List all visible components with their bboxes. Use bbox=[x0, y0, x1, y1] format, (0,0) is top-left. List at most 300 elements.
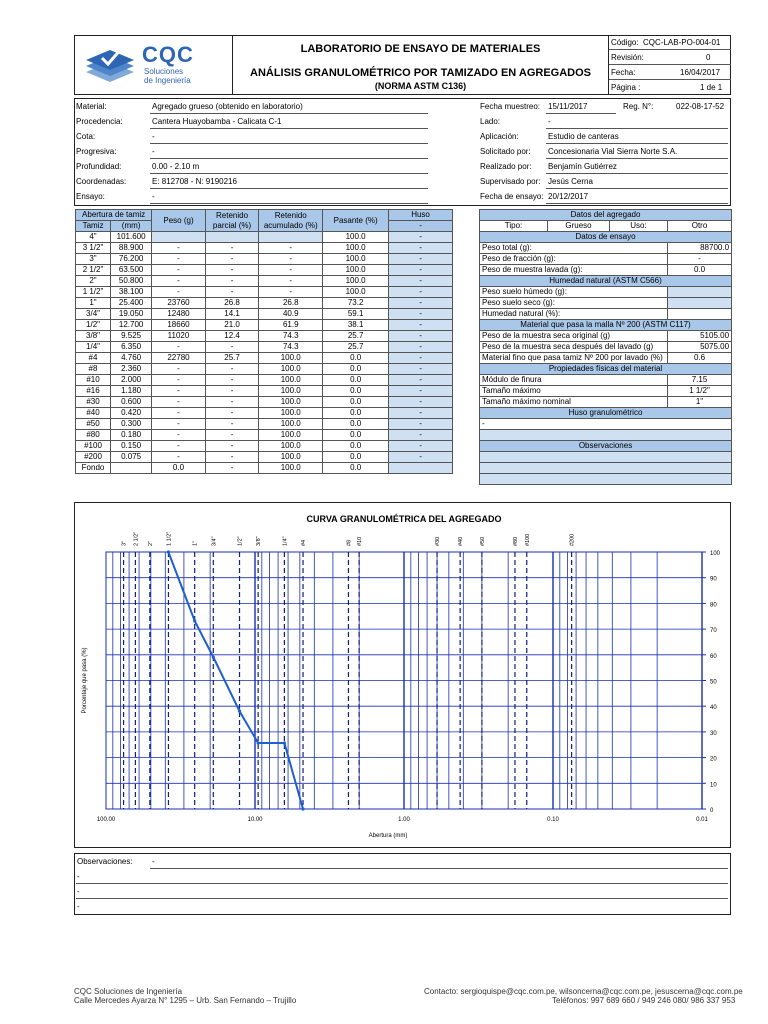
sieve-cell-huso: - bbox=[389, 386, 453, 397]
footer-telefonos: Teléfonos: 997 689 660 / 949 246 080/ 986 337 953 bbox=[552, 996, 736, 1005]
tnom-label: Tamaño máximo nominal bbox=[480, 397, 668, 408]
sieve-cell-peso: - bbox=[152, 430, 206, 441]
footer-address: Calle Mercedes Ayarza N° 1295 – Urb. San Fernando – Trujillo bbox=[74, 996, 297, 1005]
reg-value: 022-08-17-52 bbox=[676, 102, 725, 111]
sieve-label: 1/2" bbox=[237, 536, 244, 546]
sieve-label: 1/4" bbox=[282, 536, 289, 546]
humedo-value bbox=[668, 287, 732, 298]
sieve-cell-huso: - bbox=[389, 441, 453, 452]
sieve-cell-pasante: 100.0 bbox=[323, 265, 389, 276]
sieve-cell-tamiz: #16 bbox=[76, 386, 111, 397]
y-tick-label: 10 bbox=[710, 782, 717, 789]
fecha-value: 16/04/2017 bbox=[680, 68, 721, 77]
sieve-cell-acum: 100.0 bbox=[259, 408, 323, 419]
codigo-value: CQC-LAB-PO-004-01 bbox=[643, 38, 721, 47]
info-left-value: E: 812708 - N: 9190216 bbox=[152, 177, 237, 186]
x-tick-label: 0.10 bbox=[547, 817, 559, 823]
sieve-cell-huso: - bbox=[389, 419, 453, 430]
sieve-cell-acum: 100.0 bbox=[259, 452, 323, 463]
datos-agregado-title: Datos del agregado bbox=[480, 210, 732, 221]
sieve-row bbox=[76, 441, 453, 452]
sieve-cell-parcial: - bbox=[205, 463, 259, 474]
sieve-cell-tamiz: 3/4" bbox=[76, 309, 111, 320]
sieve-row bbox=[76, 397, 453, 408]
sieve-cell-huso: - bbox=[389, 353, 453, 364]
sieve-cell-tamiz: 3 1/2" bbox=[76, 243, 111, 254]
sieve-cell-tamiz: 3/8" bbox=[76, 331, 111, 342]
sieve-cell-mm: 38.100 bbox=[111, 287, 152, 298]
sieve-cell-pasante: 0.0 bbox=[323, 463, 389, 474]
sieve-cell-huso: - bbox=[389, 364, 453, 375]
sieve-cell-tamiz: #80 bbox=[76, 430, 111, 441]
y-tick-label: 70 bbox=[710, 628, 717, 635]
sieve-cell-pasante: 0.0 bbox=[323, 452, 389, 463]
sieve-cell-mm: 0.420 bbox=[111, 408, 152, 419]
sieve-row bbox=[76, 342, 453, 353]
info-left-label: Ensayo: bbox=[76, 192, 105, 201]
sieve-cell-pasante: 38.1 bbox=[323, 320, 389, 331]
sieve-cell-peso: 18660 bbox=[152, 320, 206, 331]
y-tick-label: 30 bbox=[710, 730, 717, 737]
peso-total-label: Peso total (g): bbox=[480, 243, 668, 254]
sieve-cell-pasante: 25.7 bbox=[323, 331, 389, 342]
peso-lavado-label: Peso de muestra lavada (g): bbox=[480, 265, 668, 276]
reg-label: Reg. N°: bbox=[623, 102, 654, 111]
info-left-value: Cantera Huayobamba - Calicata C-1 bbox=[152, 117, 282, 126]
info-right-value: 20/12/2017 bbox=[548, 192, 589, 201]
tnom-value: 1" bbox=[668, 397, 732, 408]
sieve-cell-acum: 100.0 bbox=[259, 364, 323, 375]
sieve-cell-huso: - bbox=[389, 287, 453, 298]
sieve-cell-huso: - bbox=[389, 254, 453, 265]
x-axis-label: Abertura (mm) bbox=[368, 833, 408, 839]
info-left-rule bbox=[150, 158, 428, 159]
tmax-label: Tamaño máximo bbox=[480, 386, 668, 397]
sieve-row bbox=[76, 419, 453, 430]
sieve-row bbox=[76, 331, 453, 342]
sieve-cell-acum: 100.0 bbox=[259, 430, 323, 441]
sieve-cell-peso: 22780 bbox=[152, 353, 206, 364]
info-right-rule bbox=[546, 113, 616, 114]
abertura-header: Abertura de tamiz bbox=[76, 210, 152, 221]
sieve-cell-parcial: - bbox=[205, 375, 259, 386]
y-tick-label: 60 bbox=[710, 653, 717, 660]
pagina-label: Página : bbox=[611, 83, 641, 92]
sieve-label: #4 bbox=[301, 539, 308, 546]
sieve-cell-mm: 0.300 bbox=[111, 419, 152, 430]
info-right-label: Realizado por: bbox=[480, 162, 532, 171]
sieve-cell-peso: - bbox=[152, 287, 206, 298]
info-left-label: Profundidad: bbox=[76, 162, 122, 171]
huso-spacer bbox=[480, 430, 732, 441]
sieve-label: 2 1/2" bbox=[133, 531, 140, 546]
propiedades-title: Propiedades físicas del material bbox=[480, 364, 732, 375]
sieve-cell-parcial: - bbox=[205, 276, 259, 287]
sieve-cell-parcial: - bbox=[205, 452, 259, 463]
info-right-label: Supervisado por: bbox=[480, 177, 541, 186]
sieve-cell-peso: - bbox=[152, 364, 206, 375]
mm-header: (mm) bbox=[111, 221, 152, 232]
fino-value: 0.6 bbox=[668, 353, 732, 364]
sieve-cell-mm: 0.150 bbox=[111, 441, 152, 452]
sieve-row bbox=[76, 408, 453, 419]
sieve-cell-parcial: - bbox=[205, 397, 259, 408]
sieve-cell-mm: 76.200 bbox=[111, 254, 152, 265]
peso-lavado-value: 0.0 bbox=[668, 265, 732, 276]
sieve-cell-acum: - bbox=[259, 276, 323, 287]
peso-fraccion-value: - bbox=[668, 254, 732, 265]
revision-label: Revisión: bbox=[611, 53, 644, 62]
sieve-cell-acum: - bbox=[259, 254, 323, 265]
sieve-cell-peso: - bbox=[152, 254, 206, 265]
doc-title-2: ANÁLISIS GRANULOMÉTRICO POR TAMIZADO EN AGREGADOS bbox=[250, 67, 591, 79]
y-tick-label: 50 bbox=[710, 679, 717, 686]
gradation-point bbox=[238, 709, 241, 712]
sieve-cell-acum bbox=[259, 232, 323, 243]
sieve-cell-tamiz: #10 bbox=[76, 375, 111, 386]
y-tick-label: 100 bbox=[710, 551, 721, 557]
pagina-value: 1 de 1 bbox=[700, 83, 723, 92]
sieve-cell-peso: - bbox=[152, 243, 206, 254]
sieve-cell-mm: 2.000 bbox=[111, 375, 152, 386]
sieve-label: #30 bbox=[435, 536, 442, 546]
tipo-value: Grueso bbox=[548, 221, 610, 232]
fino-label: Material fino que pasa tamiz Nº 200 por lavado (%) bbox=[480, 353, 668, 364]
sieve-cell-mm: 63.500 bbox=[111, 265, 152, 276]
sieve-cell-peso bbox=[152, 232, 206, 243]
sieve-cell-acum: 100.0 bbox=[259, 397, 323, 408]
sieve-label: #40 bbox=[458, 536, 465, 546]
sieve-row bbox=[76, 364, 453, 375]
sieve-cell-tamiz: #8 bbox=[76, 364, 111, 375]
sieve-cell-acum: 74.3 bbox=[259, 331, 323, 342]
sieve-cell-peso: 0.0 bbox=[152, 463, 206, 474]
gradation-point bbox=[283, 741, 286, 744]
sieve-cell-tamiz: 4" bbox=[76, 232, 111, 243]
obs-line-1 bbox=[480, 452, 732, 463]
sieve-cell-parcial: 21.0 bbox=[205, 320, 259, 331]
sieve-cell-peso: - bbox=[152, 452, 206, 463]
sieve-cell-peso: 11020 bbox=[152, 331, 206, 342]
sieve-cell-pasante: 0.0 bbox=[323, 397, 389, 408]
observaciones-line-1: - bbox=[77, 872, 80, 881]
sieve-cell-tamiz: #100 bbox=[76, 441, 111, 452]
sieve-cell-pasante: 59.1 bbox=[323, 309, 389, 320]
sieve-cell-acum: 40.9 bbox=[259, 309, 323, 320]
sieve-cell-pasante: 0.0 bbox=[323, 408, 389, 419]
sieve-cell-parcial: - bbox=[205, 419, 259, 430]
sieve-cell-peso: - bbox=[152, 419, 206, 430]
sieve-cell-acum: 74.3 bbox=[259, 342, 323, 353]
sieve-cell-pasante: 100.0 bbox=[323, 276, 389, 287]
huso-title: Huso granulométrico bbox=[480, 408, 732, 419]
sieve-cell-pasante: 0.0 bbox=[323, 375, 389, 386]
sieve-cell-pasante: 0.0 bbox=[323, 419, 389, 430]
sieve-cell-parcial: - bbox=[205, 441, 259, 452]
revision-rule bbox=[609, 64, 731, 65]
sieve-row bbox=[76, 463, 453, 474]
sieve-cell-mm: 50.800 bbox=[111, 276, 152, 287]
y-tick-label: 80 bbox=[710, 602, 717, 609]
sieve-cell-tamiz: #30 bbox=[76, 397, 111, 408]
sieve-cell-huso: - bbox=[389, 265, 453, 276]
sieve-cell-peso: 12480 bbox=[152, 309, 206, 320]
sieve-cell-acum: 100.0 bbox=[259, 441, 323, 452]
sieve-cell-tamiz: #50 bbox=[76, 419, 111, 430]
sieve-cell-peso: - bbox=[152, 441, 206, 452]
sieve-cell-pasante: 0.0 bbox=[323, 364, 389, 375]
obs-title: Observaciones bbox=[480, 441, 732, 452]
info-left-value: - bbox=[152, 192, 155, 201]
gradation-chart bbox=[74, 502, 731, 848]
sieve-cell-pasante: 0.0 bbox=[323, 386, 389, 397]
sieve-cell-parcial: - bbox=[205, 287, 259, 298]
sieve-cell-mm: 1.180 bbox=[111, 386, 152, 397]
datos-ensayo-title: Datos de ensayo bbox=[480, 232, 732, 243]
sieve-cell-pasante: 25.7 bbox=[323, 342, 389, 353]
info-right-rule bbox=[546, 128, 728, 129]
sieve-cell-mm: 0.180 bbox=[111, 430, 152, 441]
info-left-label: Procedencia: bbox=[76, 117, 123, 126]
sieve-cell-mm: 12.700 bbox=[111, 320, 152, 331]
sieve-cell-peso: - bbox=[152, 265, 206, 276]
doc-title-3: (NORMA ASTM C136) bbox=[374, 81, 467, 91]
sieve-cell-acum: 100.0 bbox=[259, 463, 323, 474]
sieve-cell-parcial: - bbox=[205, 364, 259, 375]
sieve-cell-parcial: 26.8 bbox=[205, 298, 259, 309]
uso-value: Otro bbox=[668, 221, 732, 232]
sieve-cell-acum: 100.0 bbox=[259, 386, 323, 397]
observaciones-line-3: - bbox=[77, 902, 80, 911]
sieve-cell-pasante: 0.0 bbox=[323, 441, 389, 452]
sieve-cell-huso: - bbox=[389, 397, 453, 408]
sieve-cell-acum: - bbox=[259, 287, 323, 298]
sieve-cell-mm: 88.900 bbox=[111, 243, 152, 254]
sieve-label: 1 1/2" bbox=[166, 531, 173, 546]
sieve-cell-acum: 100.0 bbox=[259, 353, 323, 364]
sieve-label: #50 bbox=[479, 536, 486, 546]
info-right-label: Lado: bbox=[480, 117, 501, 126]
modulo-value: 7.15 bbox=[668, 375, 732, 386]
sieve-cell-tamiz: 1/2" bbox=[76, 320, 111, 331]
tmax-value: 1 1/2" bbox=[668, 386, 732, 397]
info-right-label: Fecha de ensayo: bbox=[480, 192, 544, 201]
y-tick-label: 40 bbox=[710, 705, 717, 712]
info-right-value: - bbox=[548, 117, 551, 126]
info-left-value: Agregado grueso (obtenido en laboratorio) bbox=[152, 102, 303, 111]
sieve-label: #8 bbox=[346, 539, 353, 546]
observaciones-rule-2 bbox=[76, 898, 728, 899]
sieve-cell-parcial: - bbox=[205, 342, 259, 353]
sieve-cell-mm bbox=[111, 463, 152, 474]
sieve-label: 3" bbox=[121, 540, 128, 546]
info-left-rule bbox=[150, 203, 428, 204]
sieve-cell-parcial: - bbox=[205, 386, 259, 397]
info-left-rule bbox=[150, 113, 428, 114]
sieve-cell-parcial: - bbox=[205, 243, 259, 254]
huso-dash-header: - bbox=[389, 221, 453, 232]
sieve-label: 3/8" bbox=[256, 536, 263, 546]
malla-title: Material que pasa la malla Nº 200 (ASTM C117) bbox=[480, 320, 732, 331]
uso-label: Uso: bbox=[610, 221, 668, 232]
humedad-title: Humedad natural (ASTM C566) bbox=[480, 276, 732, 287]
gradation-point bbox=[257, 741, 260, 744]
sieve-row bbox=[76, 353, 453, 364]
y-tick-label: 90 bbox=[710, 576, 717, 583]
sieve-cell-mm: 4.760 bbox=[111, 353, 152, 364]
sieve-row bbox=[76, 243, 453, 254]
despues-value: 5075.00 bbox=[668, 342, 732, 353]
sieve-cell-peso: - bbox=[152, 397, 206, 408]
sieve-cell-parcial bbox=[205, 232, 259, 243]
obs-line-2 bbox=[480, 463, 732, 474]
sieve-cell-huso: - bbox=[389, 331, 453, 342]
info-right-rule bbox=[546, 203, 728, 204]
gradation-point bbox=[167, 550, 170, 553]
sieve-cell-parcial: - bbox=[205, 430, 259, 441]
sieve-cell-tamiz: #40 bbox=[76, 408, 111, 419]
gradation-point bbox=[301, 807, 304, 810]
sieve-cell-tamiz: 2 1/2" bbox=[76, 265, 111, 276]
sieve-cell-parcial: 25.7 bbox=[205, 353, 259, 364]
observaciones-rule-1 bbox=[76, 883, 728, 884]
sieve-row bbox=[76, 430, 453, 441]
logo-layers-icon bbox=[82, 42, 142, 88]
info-right-value: Concesionaria Vial Sierra Norte S.A. bbox=[548, 147, 678, 156]
sieve-row bbox=[76, 320, 453, 331]
huso-value: - bbox=[480, 419, 732, 430]
seco-label: Peso suelo seco (g): bbox=[480, 298, 668, 309]
sieve-row bbox=[76, 375, 453, 386]
sieve-label: #80 bbox=[512, 536, 519, 546]
sieve-cell-huso: - bbox=[389, 276, 453, 287]
observaciones-line-2: - bbox=[77, 887, 80, 896]
sieve-cell-acum: 26.8 bbox=[259, 298, 323, 309]
sieve-row bbox=[76, 309, 453, 320]
sieve-cell-parcial: 14.1 bbox=[205, 309, 259, 320]
info-right-value: Benjamín Gutiérrez bbox=[548, 162, 617, 171]
sieve-cell-mm: 2.360 bbox=[111, 364, 152, 375]
sieve-row bbox=[76, 452, 453, 463]
info-right-rule bbox=[546, 143, 728, 144]
sieve-cell-huso: - bbox=[389, 408, 453, 419]
info-left-rule bbox=[150, 128, 428, 129]
y-axis-label: Porcentaje que pasa (%) bbox=[82, 647, 88, 714]
peso-total-value: 88700.0 bbox=[668, 243, 732, 254]
info-right-label: Fecha muestreo: bbox=[480, 102, 541, 111]
humedad-value bbox=[668, 309, 732, 320]
sieve-cell-peso: - bbox=[152, 408, 206, 419]
sieve-cell-mm: 25.400 bbox=[111, 298, 152, 309]
right-panel-table bbox=[479, 209, 732, 485]
footer-company: CQC Soluciones de Ingeniería bbox=[74, 987, 183, 996]
sieve-cell-parcial: - bbox=[205, 408, 259, 419]
sieve-row bbox=[76, 276, 453, 287]
chart-title: CURVA GRANULOMÉTRICA DEL AGREGADO bbox=[306, 514, 502, 524]
obs-line-3 bbox=[480, 474, 732, 485]
sieve-cell-peso: - bbox=[152, 386, 206, 397]
y-tick-label: 20 bbox=[710, 756, 717, 763]
footer-contacto: Contacto: sergioquispe@cqc.com.pe, wilsoncerna@cqc.com.pe, jesuscerna@cqc.com.pe bbox=[424, 987, 743, 996]
info-left-label: Cota: bbox=[76, 132, 96, 141]
sieve-row bbox=[76, 265, 453, 276]
info-right-rule bbox=[546, 158, 728, 159]
sieve-row bbox=[76, 386, 453, 397]
sieve-cell-pasante: 100.0 bbox=[323, 243, 389, 254]
sieve-cell-peso: - bbox=[152, 276, 206, 287]
sieve-cell-huso: - bbox=[389, 298, 453, 309]
despues-label: Peso de la muestra seca después del lavado (g) bbox=[480, 342, 668, 353]
revision-value: 0 bbox=[706, 53, 711, 62]
info-right-value: Jesús Cerna bbox=[548, 177, 593, 186]
info-left-rule bbox=[150, 188, 428, 189]
sieve-cell-peso: 23760 bbox=[152, 298, 206, 309]
logo-text: CQC bbox=[142, 42, 194, 67]
info-right-label: Aplicación: bbox=[480, 132, 519, 141]
info-left-label: Progresiva: bbox=[76, 147, 117, 156]
humedad-label: Humedad natural (%): bbox=[480, 309, 668, 320]
info-left-value: 0.00 - 2.10 m bbox=[152, 162, 200, 171]
tamiz-header: Tamiz bbox=[76, 221, 111, 232]
sieve-cell-pasante: 100.0 bbox=[323, 232, 389, 243]
info-left-rule bbox=[150, 173, 428, 174]
fecha-label: Fecha: bbox=[611, 68, 636, 77]
sieve-cell-tamiz: #4 bbox=[76, 353, 111, 364]
original-value: 5105.00 bbox=[668, 331, 732, 342]
x-tick-label: 10.00 bbox=[247, 817, 263, 823]
sieve-cell-tamiz: #200 bbox=[76, 452, 111, 463]
sieve-cell-mm: 0.600 bbox=[111, 397, 152, 408]
x-tick-label: 1.00 bbox=[398, 817, 410, 823]
sieve-cell-acum: 61.9 bbox=[259, 320, 323, 331]
info-left-value: - bbox=[152, 132, 155, 141]
sieve-cell-pasante: 0.0 bbox=[323, 430, 389, 441]
sieve-cell-pasante: 100.0 bbox=[323, 254, 389, 265]
info-left-label: Coordenadas: bbox=[76, 177, 127, 186]
logo-subtext-2: de Ingeniería bbox=[144, 76, 191, 85]
info-left-value: - bbox=[152, 147, 155, 156]
sieve-cell-tamiz: 1/4" bbox=[76, 342, 111, 353]
codigo-label: Código: bbox=[611, 38, 639, 47]
sieve-cell-acum: 100.0 bbox=[259, 375, 323, 386]
codigo-rule bbox=[609, 49, 731, 50]
sieve-cell-tamiz: Fondo bbox=[76, 463, 111, 474]
sieve-cell-peso: - bbox=[152, 375, 206, 386]
info-left-rule bbox=[150, 143, 428, 144]
retenido-parcial-header bbox=[205, 210, 259, 232]
sieve-row bbox=[76, 232, 453, 243]
sieve-row bbox=[76, 254, 453, 265]
original-label: Peso de la muestra seca original (g) bbox=[480, 331, 668, 342]
y-tick-label: 0 bbox=[710, 808, 714, 814]
sieve-cell-parcial: - bbox=[205, 254, 259, 265]
doc-title-1: LABORATORIO DE ENSAYO DE MATERIALES bbox=[300, 43, 541, 55]
sieve-cell-huso: - bbox=[389, 342, 453, 353]
sieve-cell-tamiz: 1" bbox=[76, 298, 111, 309]
humedo-label: Peso suelo húmedo (g): bbox=[480, 287, 668, 298]
sieve-cell-acum: - bbox=[259, 243, 323, 254]
sieve-label: 3/4" bbox=[211, 536, 218, 546]
sieve-cell-tamiz: 2" bbox=[76, 276, 111, 287]
gradation-point bbox=[212, 656, 215, 659]
header-meta-divider bbox=[608, 35, 609, 95]
sieve-label: #10 bbox=[357, 536, 364, 546]
sieve-cell-huso: - bbox=[389, 320, 453, 331]
sieve-cell-pasante: 0.0 bbox=[323, 353, 389, 364]
sieve-cell-huso: - bbox=[389, 452, 453, 463]
sieve-label: 1" bbox=[192, 540, 199, 546]
fecha-rule bbox=[609, 79, 731, 80]
